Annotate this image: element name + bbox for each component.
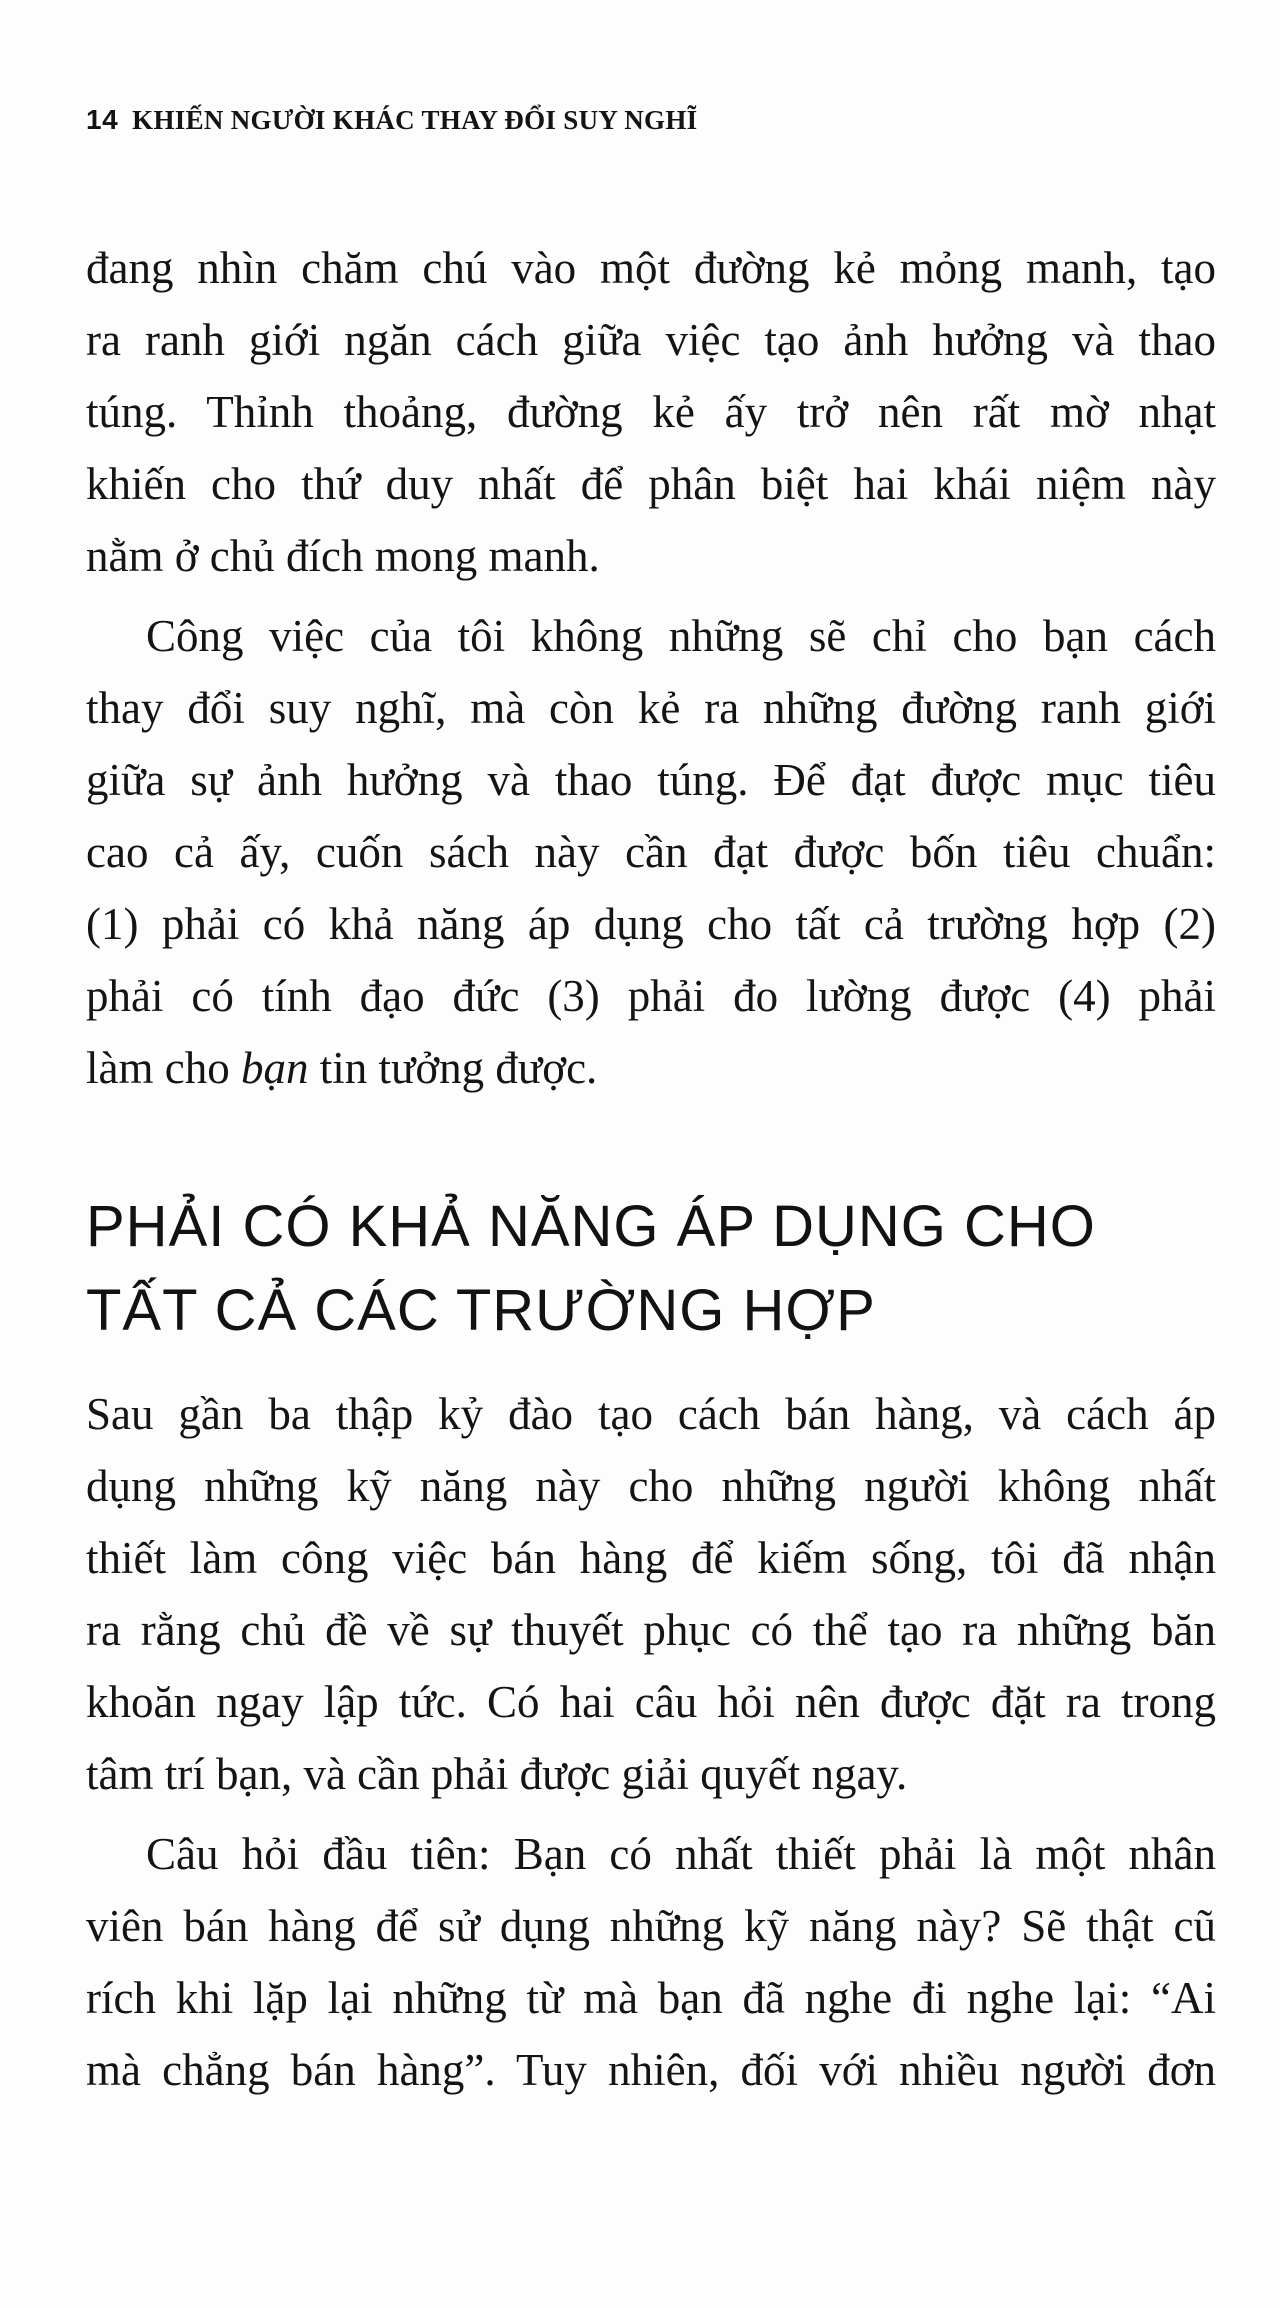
text-line: ra ranh giới ngăn cách giữa việc tạo ảnh hưởng và thao	[86, 315, 1216, 365]
book-title: KHIẾN NGƯỜI KHÁC THAY ĐỔI SUY NGHĨ	[132, 105, 698, 135]
section-heading	[86, 1185, 1216, 1353]
text-line: khoăn ngay lập tức. Có hai câu hỏi nên được đặt ra trong	[86, 1677, 1216, 1727]
text-line: Sau gần ba thập kỷ đào tạo cách bán hàng, và cách áp	[86, 1389, 1216, 1439]
text-segment: làm cho	[86, 1043, 241, 1093]
text-line: thiết làm công việc bán hàng để kiếm sống, tôi đã nhận	[86, 1533, 1216, 1583]
text-line: nằm ở chủ đích mong manh.	[86, 531, 600, 581]
text-line: phải có tính đạo đức (3) phải đo lường được (4) phải	[86, 971, 1216, 1021]
text-line: mà chẳng bán hàng”. Tuy nhiên, đối với nhiều người đơn	[86, 2045, 1216, 2095]
paragraph-first-question	[86, 1818, 1216, 2106]
paragraph-continued	[86, 232, 1216, 592]
text-line: cao cả ấy, cuốn sách này cần đạt được bốn tiêu chuẩn:	[86, 827, 1216, 877]
text-line: viên bán hàng để sử dụng những kỹ năng này? Sẽ thật cũ	[86, 1901, 1216, 1951]
emphasis-word: bạn	[240, 1043, 309, 1093]
text-line: (1) phải có khả năng áp dụng cho tất cả trường hợp (2)	[86, 899, 1216, 949]
text-line: rích khi lặp lại những từ mà bạn đã nghe đi nghe lại: “Ai	[86, 1973, 1216, 2023]
section-heading-line: PHẢI CÓ KHẢ NĂNG ÁP DỤNG CHO	[86, 1194, 1096, 1259]
paragraph-four-criteria	[86, 600, 1216, 1104]
running-head	[86, 104, 697, 136]
text-line: tâm trí bạn, và cần phải được giải quyết ngay.	[86, 1749, 908, 1799]
paragraph-sales-training	[86, 1378, 1216, 1810]
text-line	[86, 1032, 1216, 1104]
text-line: Công việc của tôi không những sẽ chỉ cho bạn cách	[146, 611, 1216, 661]
text-line: Câu hỏi đầu tiên: Bạn có nhất thiết phải là một nhân	[146, 1829, 1216, 1879]
text-line: ra rằng chủ đề về sự thuyết phục có thể tạo ra những băn	[86, 1605, 1216, 1655]
text-line: túng. Thỉnh thoảng, đường kẻ ấy trở nên rất mờ nhạt	[86, 387, 1216, 437]
section-heading-line: TẤT CẢ CÁC TRƯỜNG HỢP	[86, 1278, 876, 1343]
text-segment: tin tưởng được.	[308, 1043, 598, 1093]
text-line: đang nhìn chăm chú vào một đường kẻ mỏng manh, tạo	[86, 243, 1216, 293]
page-number: 14	[86, 104, 119, 135]
text-line: thay đổi suy nghĩ, mà còn kẻ ra những đường ranh giới	[86, 683, 1216, 733]
text-line: khiến cho thứ duy nhất để phân biệt hai khái niệm này	[86, 459, 1216, 509]
text-line: giữa sự ảnh hưởng và thao túng. Để đạt được mục tiêu	[86, 755, 1216, 805]
text-line: dụng những kỹ năng này cho những người không nhất	[86, 1461, 1216, 1511]
